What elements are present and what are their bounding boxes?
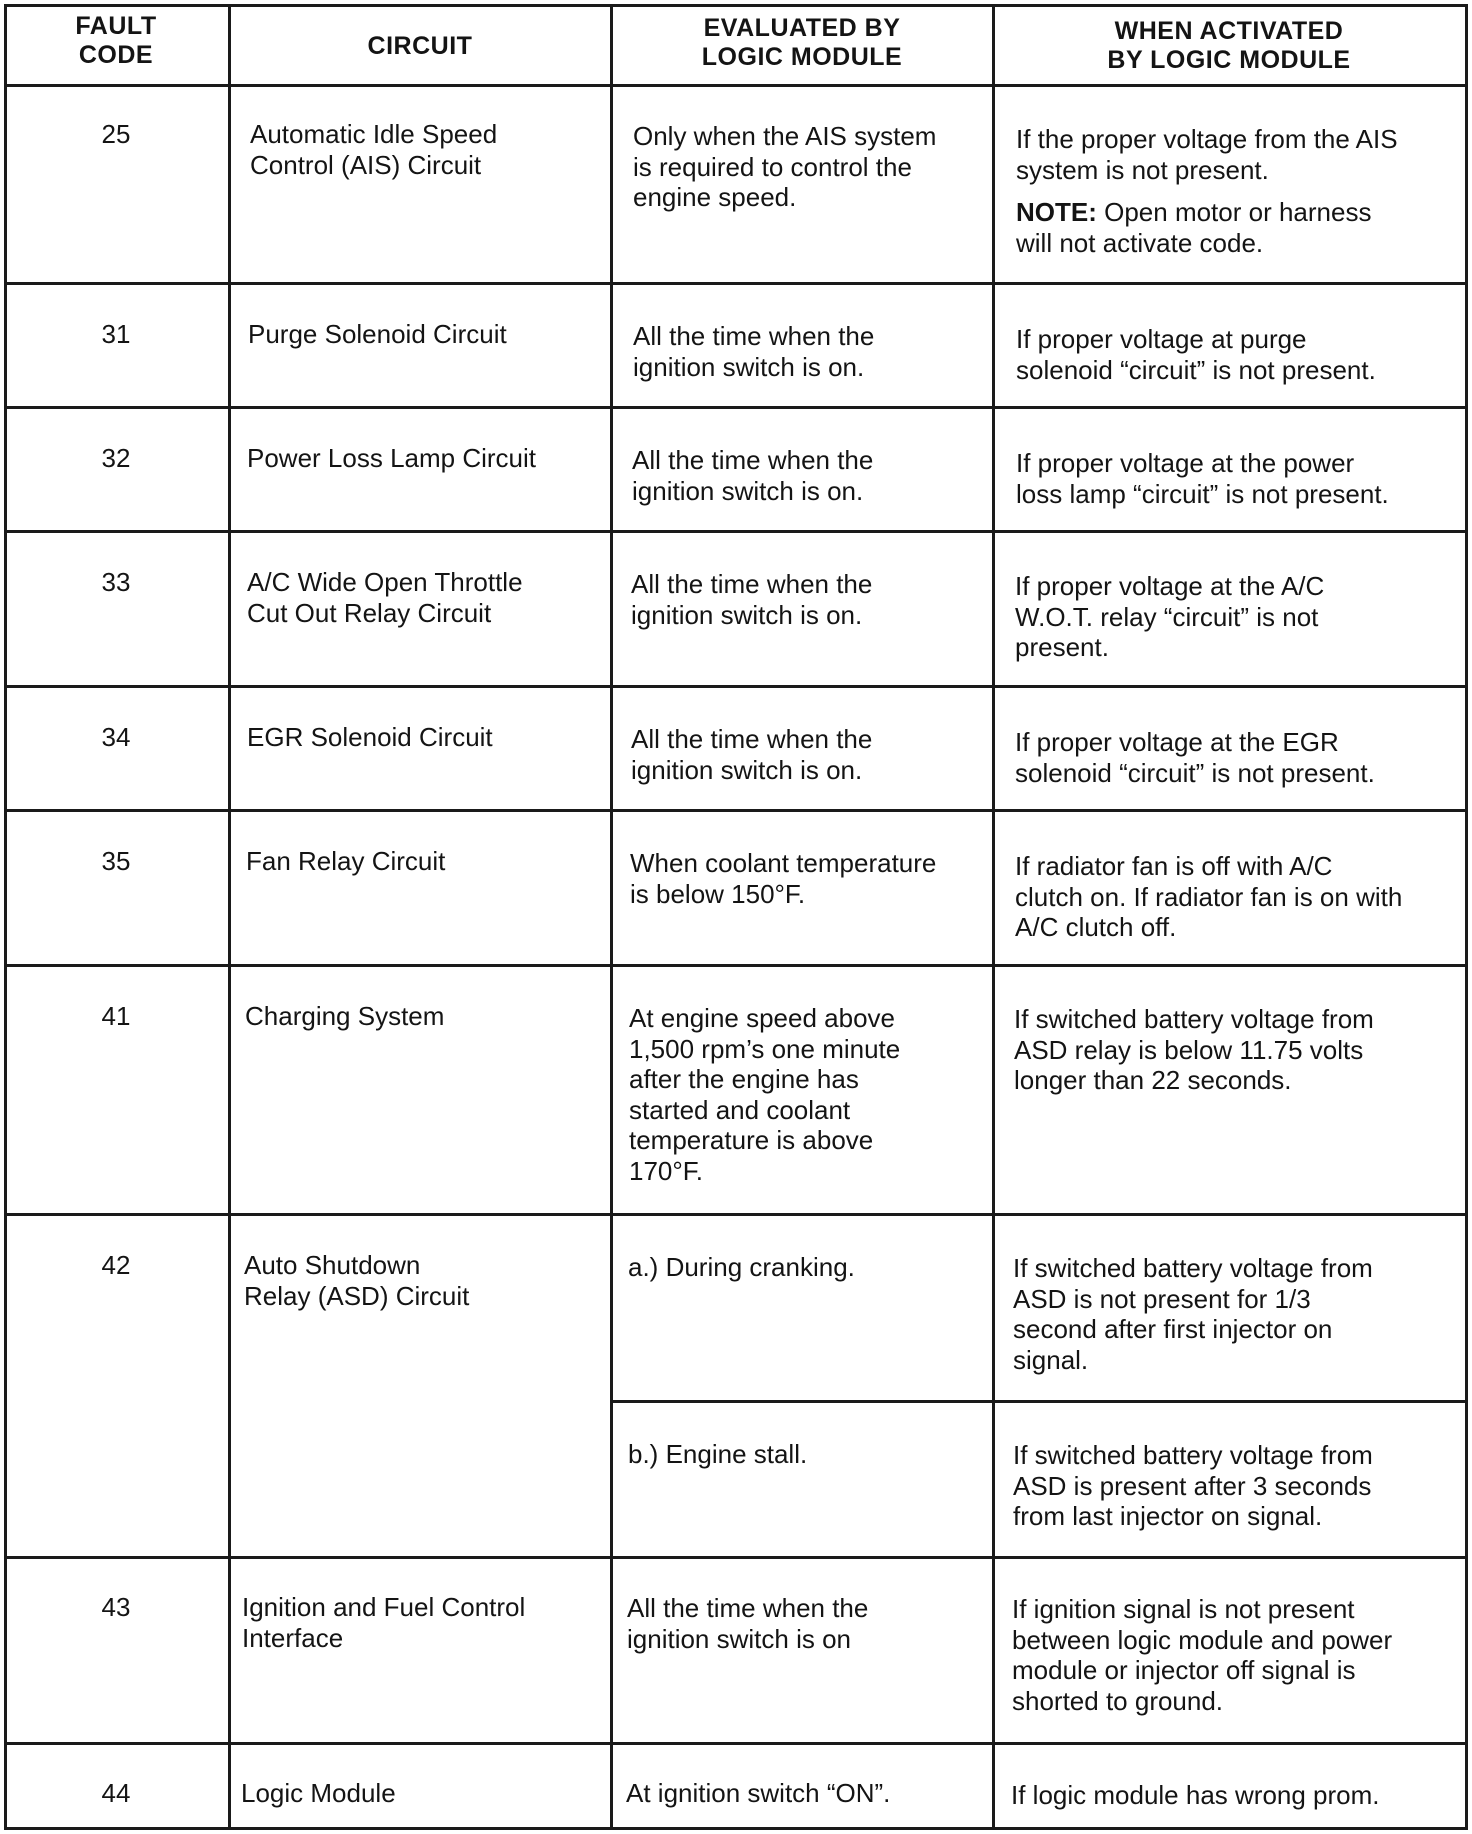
evaluated-cell: When coolant temperature is below 150°F.: [630, 848, 937, 909]
table-border-bottom: [4, 1827, 1468, 1830]
evaluated-cell: All the time when the ignition switch is on.: [633, 321, 875, 382]
activated-cell: If ignition signal is not present between logic module and power module or injector off signal is shorted to ground.: [1012, 1594, 1393, 1716]
fault-code: 41: [101, 1001, 131, 1031]
header-fault-code-line1: FAULT: [75, 12, 157, 40]
circuit-cell: Purge Solenoid Circuit: [248, 319, 507, 349]
fault-code: 33: [101, 567, 131, 597]
activated-cell: [1016, 124, 1464, 258]
activated-cell: If radiator fan is off with A/C clutch on. If radiator fan is on with A/C clutch off.: [1015, 851, 1403, 942]
circuit-cell: A/C Wide Open Throttle Cut Out Relay Circuit: [247, 567, 523, 628]
header-evaluated: [612, 14, 992, 72]
evaluated-cell: All the time when the ignition switch is on: [627, 1593, 869, 1654]
row-divider: [4, 1213, 1468, 1216]
activated-text: If the proper voltage from the AIS system is not present.: [1016, 124, 1398, 185]
fault-code: 34: [101, 722, 131, 752]
row-divider: [4, 282, 1468, 285]
circuit-cell: Fan Relay Circuit: [246, 846, 446, 876]
header-activated: [994, 17, 1464, 75]
evaluated-cell: At ignition switch “ON”.: [626, 1778, 891, 1808]
fault-code: 35: [101, 846, 131, 876]
row-divider: [4, 1556, 1468, 1559]
activated-cell: If logic module has wrong prom.: [1011, 1780, 1380, 1810]
activated-cell: If proper voltage at the A/C W.O.T. relay “circuit” is not present.: [1015, 571, 1325, 662]
note-label: NOTE:: [1016, 197, 1097, 227]
activated-cell: If proper voltage at the power loss lamp “circuit” is not present.: [1016, 448, 1389, 509]
header-circuit: CIRCUIT: [367, 32, 473, 60]
header-evaluated-line2: LOGIC MODULE: [701, 43, 903, 71]
circuit-cell: Logic Module: [241, 1778, 396, 1808]
header-divider: [4, 84, 1468, 87]
evaluated-cell: All the time when the ignition switch is on.: [632, 445, 874, 506]
circuit-cell: Power Loss Lamp Circuit: [247, 443, 536, 473]
evaluated-cell-b: b.) Engine stall.: [628, 1439, 808, 1469]
row-divider: [4, 685, 1468, 688]
row-divider: [4, 1742, 1468, 1745]
evaluated-cell-a: a.) During cranking.: [628, 1252, 855, 1282]
evaluated-cell: All the time when the ignition switch is on.: [631, 569, 873, 630]
header-activated-line2: BY LOGIC MODULE: [1107, 46, 1351, 74]
activated-cell: If switched battery voltage from ASD relay is below 11.75 volts longer than 22 seconds.: [1014, 1004, 1374, 1095]
evaluated-cell: Only when the AIS system is required to control the engine speed.: [633, 121, 937, 212]
activated-note: [1016, 197, 1464, 258]
fault-code: 25: [101, 119, 131, 149]
note-text: Open motor or harness will not activate code.: [1016, 197, 1372, 258]
circuit-cell: Auto Shutdown Relay (ASD) Circuit: [244, 1250, 470, 1311]
fault-code: 44: [101, 1778, 131, 1808]
evaluated-cell: At engine speed above 1,500 rpm’s one minute after the engine has started and coolant temperature is above 170°F.: [629, 1003, 901, 1186]
header-evaluated-line1: EVALUATED BY: [703, 14, 901, 42]
table-border-top: [4, 4, 1468, 7]
header-fault-code-line2: CODE: [78, 41, 154, 69]
activated-cell: If proper voltage at purge solenoid “circuit” is not present.: [1016, 324, 1376, 385]
header-fault-code: [4, 12, 228, 70]
circuit-cell: Charging System: [245, 1001, 445, 1031]
sub-row-divider: [610, 1400, 1468, 1403]
circuit-cell: EGR Solenoid Circuit: [247, 722, 493, 752]
circuit-cell: Ignition and Fuel Control Interface: [242, 1592, 526, 1653]
evaluated-cell: All the time when the ignition switch is on.: [631, 724, 873, 785]
fault-code: 43: [101, 1592, 131, 1622]
row-divider: [4, 406, 1468, 409]
row-divider: [4, 964, 1468, 967]
fault-code: 42: [101, 1250, 131, 1280]
activated-cell-b: If switched battery voltage from ASD is present after 3 seconds from last injector on signal.: [1013, 1440, 1373, 1531]
fault-code: 31: [101, 319, 131, 349]
circuit-cell: Automatic Idle Speed Control (AIS) Circuit: [250, 119, 498, 180]
row-divider: [4, 809, 1468, 812]
row-divider: [4, 530, 1468, 533]
fault-code: 32: [101, 443, 131, 473]
header-activated-line1: WHEN ACTIVATED: [1114, 17, 1344, 45]
activated-cell: If proper voltage at the EGR solenoid “circuit” is not present.: [1015, 727, 1375, 788]
activated-cell-a: If switched battery voltage from ASD is not present for 1/3 second after first injector on signal.: [1013, 1253, 1373, 1375]
